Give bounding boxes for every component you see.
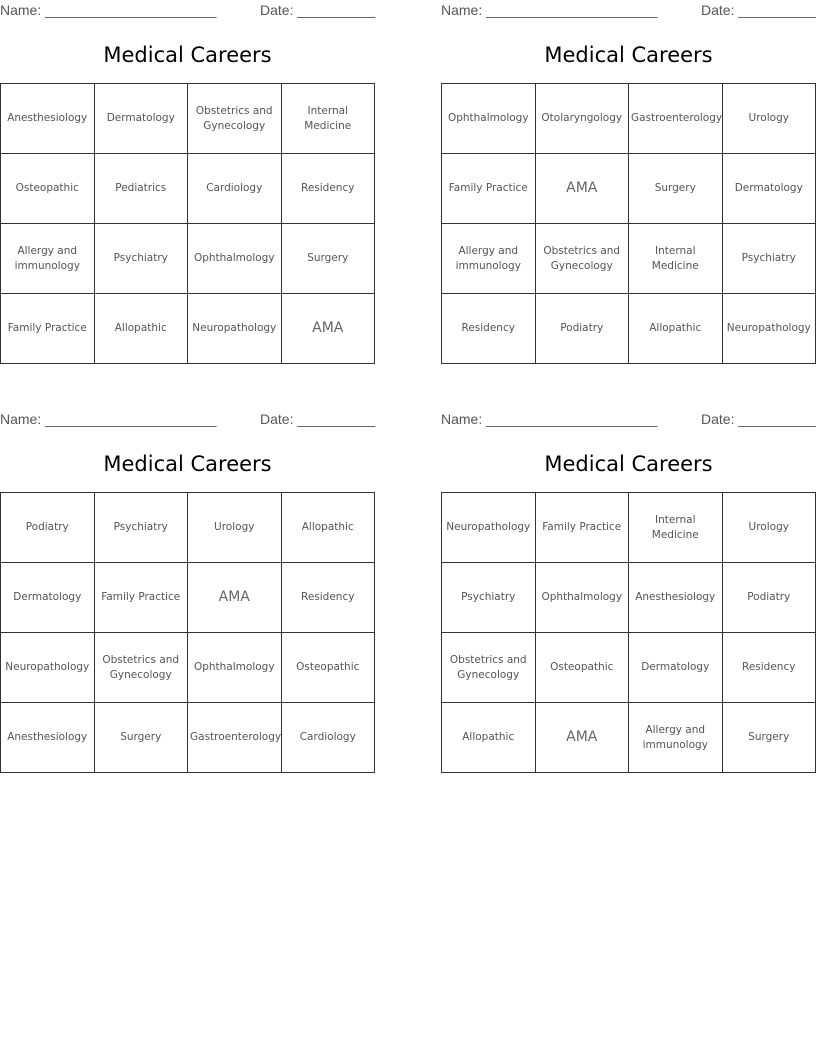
grid-row <box>442 563 816 633</box>
grid-cell: Neuropathology <box>1 633 95 703</box>
grid-cell: Surgery <box>94 703 188 773</box>
grid-cell: Cardiology <box>281 703 375 773</box>
grid-cell: Surgery <box>629 154 723 224</box>
grid-row <box>1 154 375 224</box>
grid-cell: Psychiatry <box>722 224 816 294</box>
grid-cell: Family Practice <box>535 493 629 563</box>
grid-cell: Ophthalmology <box>188 633 282 703</box>
grid-cell: Osteopathic <box>1 154 95 224</box>
grid-cell: Obstetrics and Gynecology <box>442 633 536 703</box>
name-label: Name: ______________________ <box>441 411 658 427</box>
grid-cell: Surgery <box>722 703 816 773</box>
grid-row <box>442 493 816 563</box>
grid-cell: Pediatrics <box>94 154 188 224</box>
grid-row <box>442 84 816 154</box>
grid-cell: Obstetrics and Gynecology <box>188 84 282 154</box>
grid-cell: Anesthesiology <box>629 563 723 633</box>
grid-cell: Surgery <box>281 224 375 294</box>
grid-cell: Psychiatry <box>94 224 188 294</box>
name-date-line <box>441 2 816 20</box>
grid-cell: Allopathic <box>442 703 536 773</box>
date-label: Date: __________ <box>260 411 376 427</box>
grid-cell: Allopathic <box>281 493 375 563</box>
bingo-grid <box>441 83 816 364</box>
free-space-cell: AMA <box>535 703 629 773</box>
grid-cell: Urology <box>722 84 816 154</box>
grid-cell: Residency <box>722 633 816 703</box>
card-title: Medical Careers <box>103 43 272 67</box>
name-label: Name: ______________________ <box>0 2 217 18</box>
grid-cell: Obstetrics and Gynecology <box>94 633 188 703</box>
grid-row <box>442 224 816 294</box>
grid-cell: Gastroenterology <box>188 703 282 773</box>
name-date-line <box>0 2 375 20</box>
bingo-grid <box>441 492 816 773</box>
grid-cell: Obstetrics and Gynecology <box>535 224 629 294</box>
grid-cell: Neuropathology <box>188 294 282 364</box>
bingo-grid <box>0 83 375 364</box>
bingo-grid <box>0 492 375 773</box>
free-space-cell: AMA <box>188 563 282 633</box>
grid-cell: Anesthesiology <box>1 84 95 154</box>
bingo-card <box>441 409 816 784</box>
bingo-card <box>441 0 816 375</box>
grid-cell: Residency <box>281 154 375 224</box>
grid-cell: Allopathic <box>629 294 723 364</box>
grid-cell: Urology <box>188 493 282 563</box>
grid-row <box>1 703 375 773</box>
grid-cell: Internal Medicine <box>629 224 723 294</box>
grid-cell: Allergy and immunology <box>1 224 95 294</box>
grid-row <box>1 633 375 703</box>
grid-cell: Internal Medicine <box>629 493 723 563</box>
name-date-line <box>0 411 375 429</box>
card-title: Medical Careers <box>544 43 713 67</box>
grid-cell: Ophthalmology <box>188 224 282 294</box>
grid-cell: Allopathic <box>94 294 188 364</box>
grid-cell: Ophthalmology <box>535 563 629 633</box>
grid-cell: Psychiatry <box>442 563 536 633</box>
bingo-card <box>0 0 375 375</box>
grid-row <box>442 703 816 773</box>
grid-row <box>1 294 375 364</box>
grid-cell: Internal Medicine <box>281 84 375 154</box>
free-space-cell: AMA <box>535 154 629 224</box>
grid-row <box>442 633 816 703</box>
grid-cell: Psychiatry <box>94 493 188 563</box>
grid-row <box>442 294 816 364</box>
date-label: Date: __________ <box>701 2 816 18</box>
grid-cell: Family Practice <box>1 294 95 364</box>
grid-cell: Cardiology <box>188 154 282 224</box>
grid-cell: Family Practice <box>94 563 188 633</box>
name-date-line <box>441 411 816 429</box>
grid-row <box>1 493 375 563</box>
grid-row <box>1 84 375 154</box>
grid-cell: Otolaryngology <box>535 84 629 154</box>
free-space-cell: AMA <box>281 294 375 364</box>
grid-cell: Residency <box>281 563 375 633</box>
grid-cell: Dermatology <box>94 84 188 154</box>
grid-cell: Allergy and immunology <box>629 703 723 773</box>
grid-cell: Gastroenterology <box>629 84 723 154</box>
bingo-card <box>0 409 375 784</box>
grid-cell: Family Practice <box>442 154 536 224</box>
grid-cell: Dermatology <box>629 633 723 703</box>
grid-cell: Allergy and immunology <box>442 224 536 294</box>
date-label: Date: __________ <box>260 2 376 18</box>
grid-cell: Dermatology <box>1 563 95 633</box>
card-title: Medical Careers <box>103 452 272 476</box>
name-label: Name: ______________________ <box>441 2 658 18</box>
card-title: Medical Careers <box>544 452 713 476</box>
grid-cell: Osteopathic <box>535 633 629 703</box>
date-label: Date: __________ <box>701 411 816 427</box>
name-label: Name: ______________________ <box>0 411 217 427</box>
grid-cell: Podiatry <box>722 563 816 633</box>
grid-cell: Residency <box>442 294 536 364</box>
grid-cell: Ophthalmology <box>442 84 536 154</box>
grid-cell: Neuropathology <box>722 294 816 364</box>
grid-cell: Osteopathic <box>281 633 375 703</box>
grid-row <box>1 224 375 294</box>
grid-cell: Neuropathology <box>442 493 536 563</box>
grid-cell: Podiatry <box>535 294 629 364</box>
grid-row <box>1 563 375 633</box>
grid-row <box>442 154 816 224</box>
grid-cell: Podiatry <box>1 493 95 563</box>
grid-cell: Urology <box>722 493 816 563</box>
grid-cell: Dermatology <box>722 154 816 224</box>
grid-cell: Anesthesiology <box>1 703 95 773</box>
